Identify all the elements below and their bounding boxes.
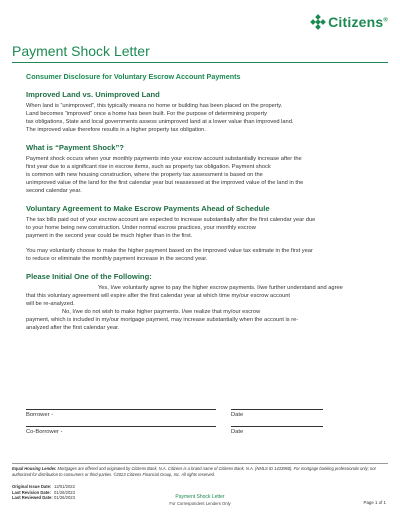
co-borrower-signature-line[interactable]: [26, 426, 216, 427]
shock-heading: What is “Payment Shock”?: [26, 143, 124, 152]
improved-text: When land is “unimproved”, this typically means no home or building has been placed on the property. Land becomes “improved” once a home has been built. For the purpose of determining property tax obligations, State and local governments assess unimproved land at a lower value than improved land. The improved value therefore results in a higher property tax obligation.: [26, 103, 294, 133]
footer-disclaimer: Equal Housing Lender. Mortgages are offered and originated by Citizens Bank, N.A. Citizens is a brand name of Citizens Bank, N.A. (NMLS ID 1433960). For mortgage banking professionals only; not authorized for distribution to consumers or third-parties. ©2023 Citizens Financial Group, Inc. All rights reserved.: [12, 466, 376, 477]
footer-date-row: Last Revision Date: 01/26/2023: [12, 489, 75, 495]
co-borrower-date-line[interactable]: [231, 426, 323, 427]
borrower-label: Borrower -: [26, 412, 54, 418]
page-number: Page 1 of 1: [363, 500, 386, 505]
footer-subtitle: For Correspondent Lenders Only: [169, 501, 231, 506]
footer-divider: [12, 463, 388, 464]
brand-name: Citizens®: [328, 14, 388, 30]
footer-date-row: Last Reviewed Date: 01/26/2023: [12, 495, 75, 501]
improved-heading: Improved Land vs. Unimproved Land: [26, 90, 160, 99]
footer-title-block: [150, 494, 250, 506]
footer-date-row: Original Issue Date: 12/01/2022: [12, 484, 75, 489]
agreement-heading: Voluntary Agreement to Make Escrow Payments Ahead of Schedule: [26, 204, 270, 213]
co-borrower-signature-row: [26, 426, 386, 438]
citizens-logo-icon: [311, 15, 325, 29]
letter-body: [26, 68, 386, 332]
co-borrower-date-label: Date: [231, 429, 244, 435]
footer-title: Payment Shock Letter: [175, 494, 225, 500]
citizens-logo: [311, 14, 388, 30]
page-title: Payment Shock Letter: [12, 43, 150, 59]
disclosure-title: Consumer Disclosure for Voluntary Escrow Account Payments: [26, 72, 241, 81]
option-yes-text: Yes, I/we voluntarily agree to pay the higher escrow payments. I/we further understand and agree that this voluntary agreement will expire after the first calendar year at which time my/our escrow account will be re-analyzed.: [26, 285, 343, 307]
borrower-date-line[interactable]: [231, 409, 323, 410]
borrower-date-label: Date: [231, 412, 244, 418]
co-borrower-label: Co-Borrower -: [26, 429, 63, 435]
agreement-text-b: You may voluntarily choose to make the higher payment based on the improved value tax estimate in the first year to reduce or eliminate the monthly payment increase in the second year.: [26, 248, 313, 262]
option-no-text: No, I/we do not wish to make higher payments. I/we realize that my/our escrow payment, which is included in my/our mortgage payment, may increase substantially when the account is re- analyzed after the first calendar year.: [26, 309, 299, 331]
shock-text: Payment shock occurs when your monthly payments into your escrow account substantially increase after the first year due to a significant rise in escrow items, such as property tax obligation. Payment shock is common with new housing construction, where the property tax assessment is based on the unimproved value of the land for the first calendar year but reassessed at the improved value of the land in the second calendar year.: [26, 156, 304, 194]
borrower-signature-row: [26, 409, 386, 421]
footer-dates: [12, 484, 75, 501]
borrower-signature-line[interactable]: [26, 409, 216, 410]
agreement-text-a: The tax bills paid out of your escrow account are expected to increase substantially after the first calendar year due to your home being new construction. Under normal escrow practices, your monthly escrow payment in the second year could be much higher than in the first.: [26, 217, 316, 239]
title-divider: [12, 62, 388, 63]
initial-heading: Please Initial One of the Following:: [26, 272, 152, 281]
